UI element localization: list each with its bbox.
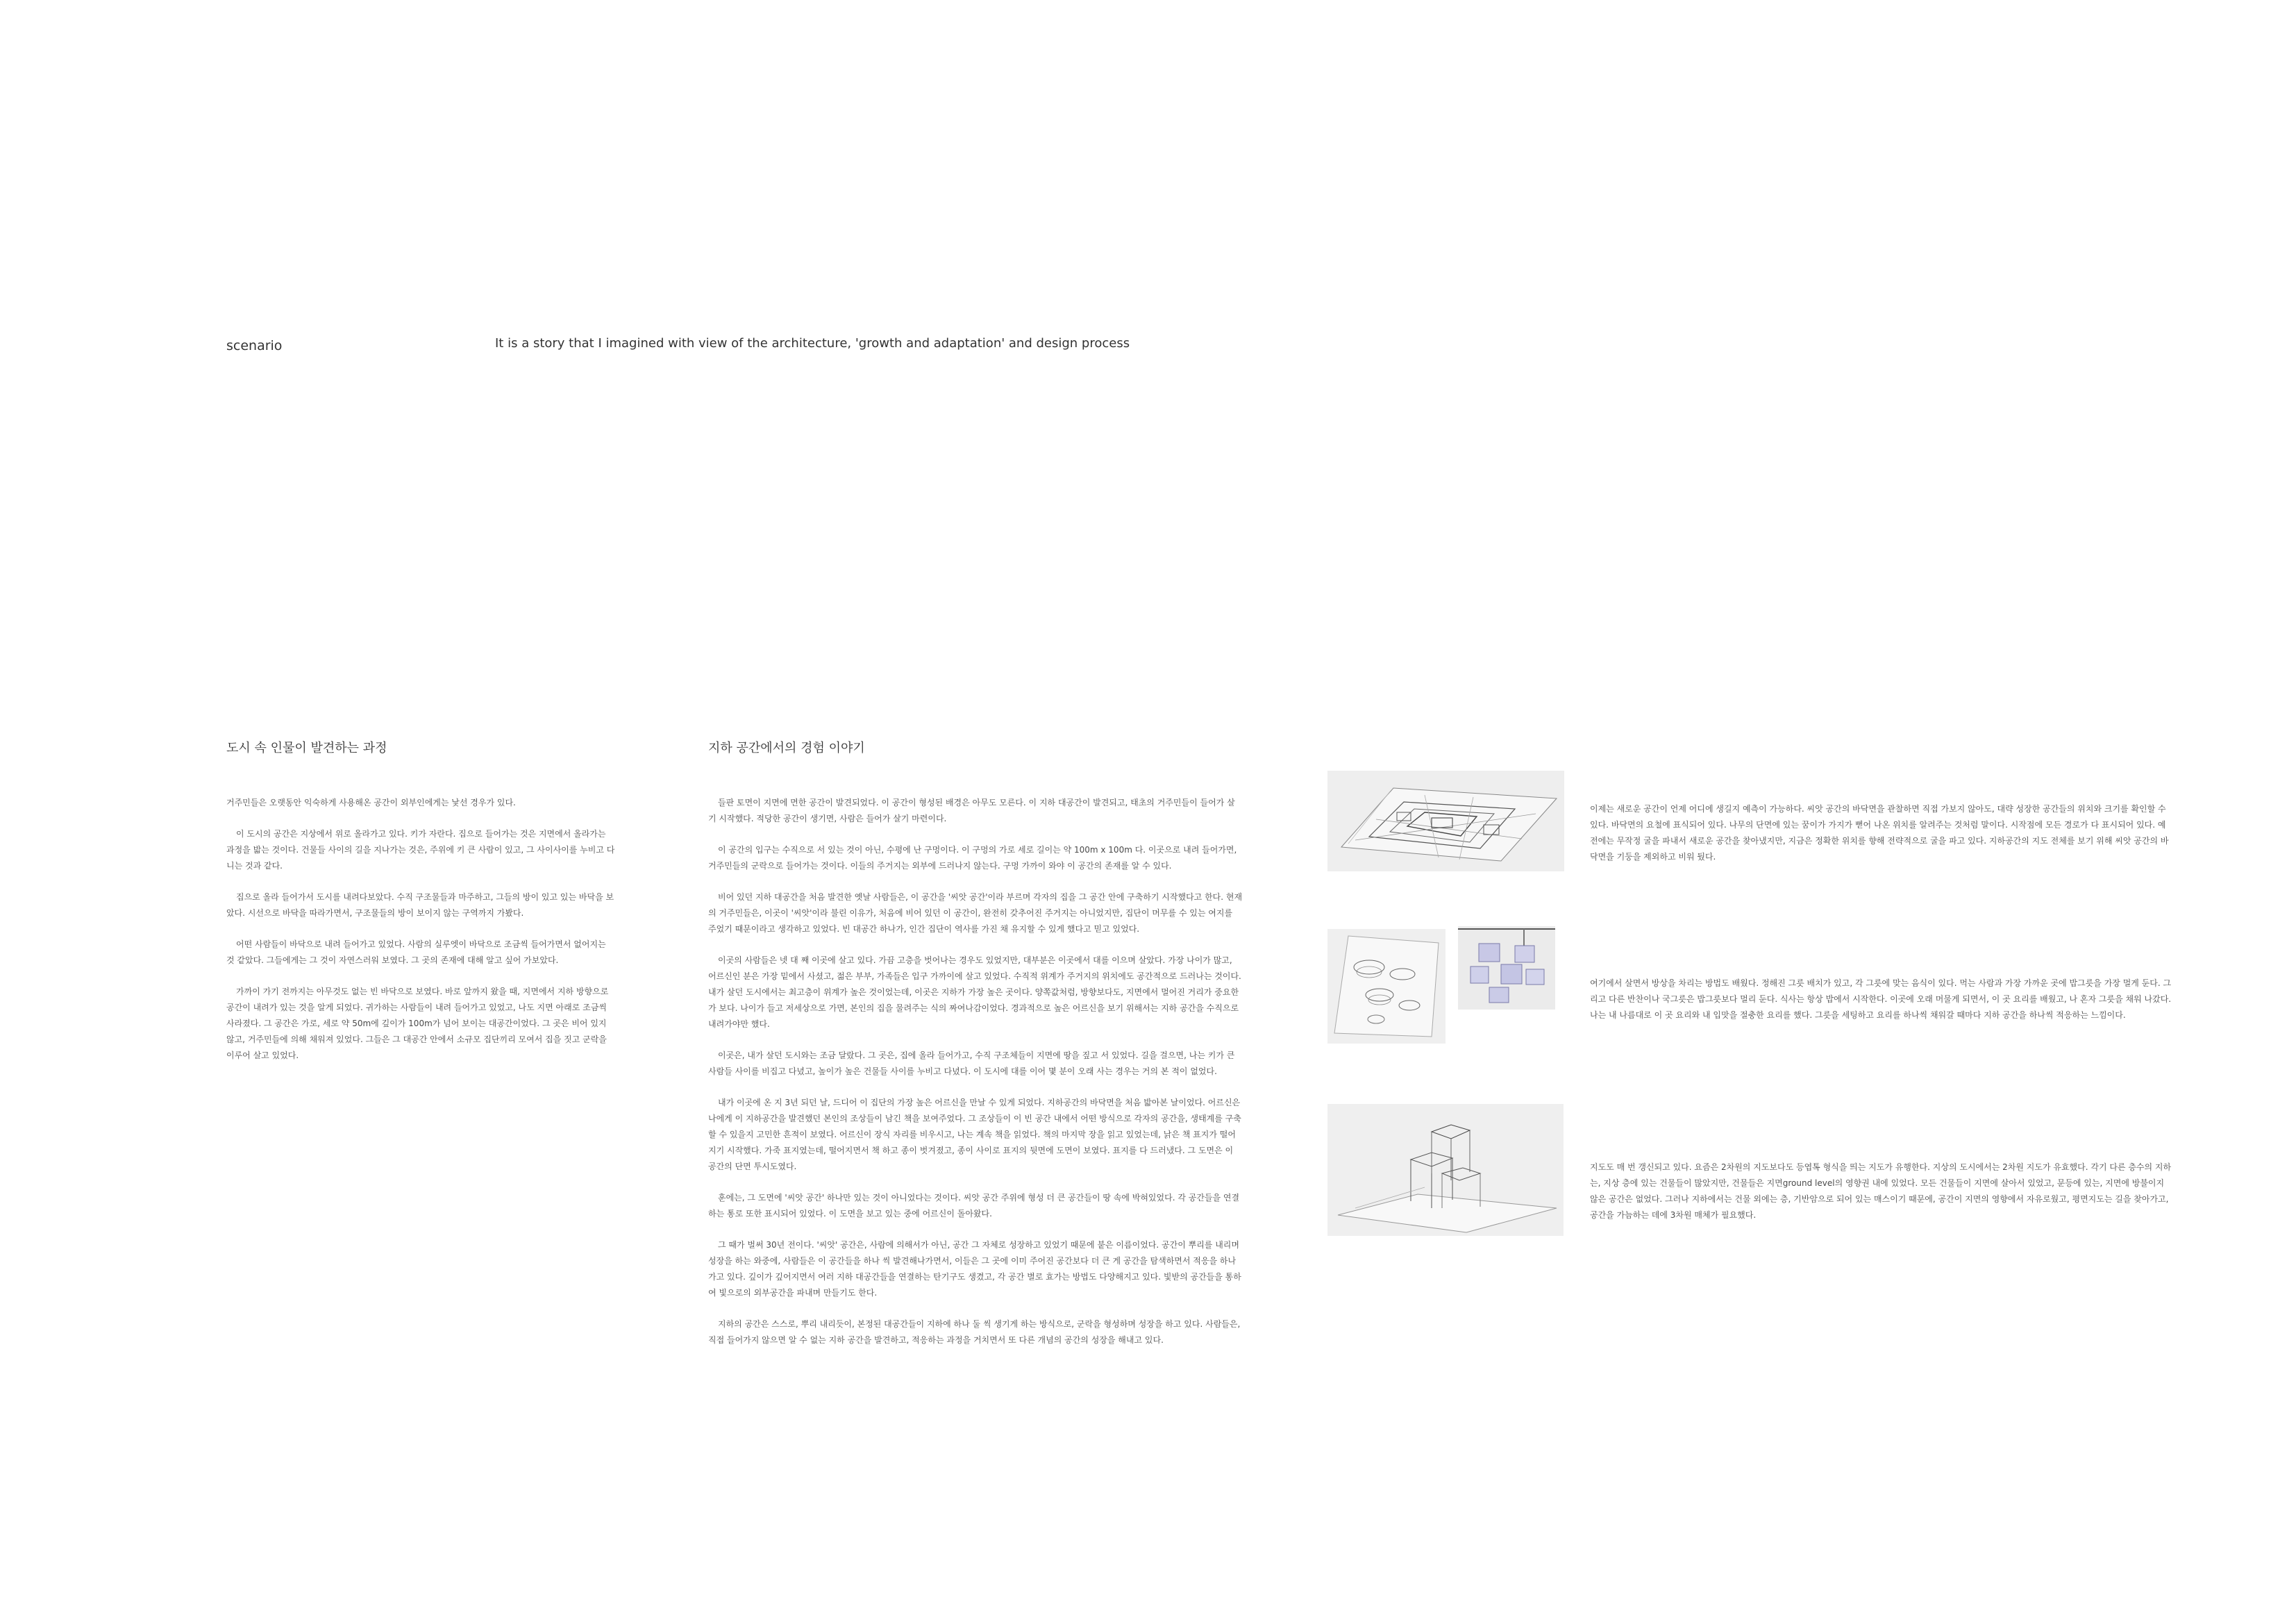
paragraph: 이 공간의 입구는 수직으로 서 있는 것이 아닌, 수평에 난 구멍이다. 이 구멍의 가로 세로 길이는 약 100m x 100m 다. 이곳으로 내려 들어가면, 거주민들의 군락으로 들어가는 것이다. 이들의 주거지는 외부에 드러나지 않는다. 구멍 가까이 와야 이 공간의 존재를 알 수 있다. [708, 845, 1237, 871]
paragraph: 들판 토면이 지면에 면한 공간이 발견되었다. 이 공간이 형성된 배경은 아무도 모른다. 이 지하 대공간이 발견되고, 태초의 거주민들이 들어가 살기 시작했다. 적당한 공간이 생기면, 사람은 들어가 살기 마련이다. [708, 798, 1235, 823]
paragraph: 이 도시의 공간은 지상에서 위로 올라가고 있다. 키가 자란다. 집으로 들어가는 것은 지면에서 올라가는 과정을 밟는 것이다. 건물들 사이의 길을 지나가는 것은, 주위에 키 큰 사람이 있고, 그 사이사이를 누비고 다니는 것과 같다. [226, 829, 615, 871]
paragraph: 훈에는, 그 도면에 '씨앗 공간' 하나만 있는 것이 아니었다는 것이다. 씨앗 공간 주위에 형성 더 큰 공간들이 땅 속에 박혀있었다. 각 공간들을 연결하는 통로 또한 표시되어 있었다. 이 도면을 보고 있는 중에 어르신이 돌아왔다. [708, 1193, 1240, 1219]
caption: 지도도 매 번 갱신되고 있다. 요즘은 2차원의 지도보다도 등엽톡 형식을 띄는 지도가 유행한다. 지상의 도시에서는 2차원 지도가 유효했다. 각기 다른 층수의 지하는, 지상 층에 있는 건물들이 많았지만, 건물들은 지면ground level의 영향권 내에 있었다. 모든 건물들이 지면에 살아서 있었고, 문등에 있는, 지면에 방불이지 않은 공간은 없었다. 그러나 지하에서는 건물 외에는 층, 기반암으로 되어 있는 매스이기 때문에, 공간이 지면의 영향에서 자유로웠고, 평면지도는 길을 찾아가고, 공간을 가늠하는 데에 3차원 매체가 필요했다. [1590, 1162, 2172, 1220]
paragraph: 지하의 공간은 스스로, 뿌리 내리듯이, 본정된 대공간들이 지하에 하나 둘 씩 생기게 하는 방식으로, 군락을 형성하며 성장을 하고 있다. 사람들은, 직접 들어가지 않으면 알 수 없는 지하 공간을 발견하고, 적응하는 과정을 거치면서 또 다른 개념의 공간의 성장을 해내고 있다. [708, 1319, 1241, 1345]
stacked-drawing-image [1327, 1104, 1564, 1236]
blocks-model-image [1458, 926, 1555, 1010]
paragraph: 가까이 가기 전까지는 아무것도 없는 빈 바닥으로 보였다. 바로 앞까지 왔을 때, 지면에서 지하 방향으로 공간이 내려가 있는 것을 알게 되었다. 귀가하는 사람들이 내려 들어가고 있었고, 나도 지면 아래로 조금씩 사라졌다. 그 공간은 가로, 세로 약 50m에 깊이가 100m가 넘어 보이는 대공간이었다. 그 곳은 비어 있지 않고, 거주민들에 의해 채워져 있었다. 그들은 그 대공간 안에서 소규모 집단끼리 모여서 집을 짓고 군락을 이루어 살고 있었다. [226, 987, 609, 1060]
paragraph: 내가 이곳에 온 지 3년 되던 날, 드디어 이 집단의 가장 높은 어르신을 만날 수 있게 되었다. 지하공간의 바닥면을 처음 밟아본 날이었다. 어르신은 나에게 이 지하공간을 발견했던 본인의 조상들이 남긴 책을 보여주었다. 그 조상들이 이 빈 공간 내에서 어떤 방식으로 각자의 공간을, 생태계를 구축할 수 있을지 고민한 흔적이 보였다. 어르신이 장식 자리를 비우시고, 나는 계속 책을 읽었다. 책의 마지막 장을 읽고 있었는데, 낡은 책 표지가 떨어지기 시작했다. 가죽 표지였는데, 떨어지면서 책 하고 종이 벗겨졌고, 종이 사이로 표지의 뒷면에 도면이 보였다. 표지를 다 드러냈다. 그 도면은 이 공간의 단면 투시도였다. [708, 1098, 1241, 1171]
paragraph: 이곳은, 내가 살던 도시와는 조금 달랐다. 그 곳은, 집에 올라 들어가고, 수직 구조체들이 지면에 땅을 짚고 서 있었다. 길을 걸으면, 나는 키가 큰 사람들 사이를 비집고 다녔고, 높이가 높은 건물들 사이를 누비고 다녔다. 이 도시에 대를 이어 몇 분이 오래 사는 경우는 거의 본 적이 없었다. [708, 1050, 1235, 1076]
caption: 이제는 새로운 공간이 언제 어디에 생길지 예측이 가능하다. 씨앗 공간의 바닥면을 관찰하면 직접 가보지 않아도, 대략 성장한 공간들의 위치와 크기를 확인할 수 있다. 바닥면의 요철에 표식되어 있다. 나무의 단면에 있는 꿈이가 가지가 뻗어 나온 위치를 알려주는 것처럼 말이다. 시작점에 모든 경로가 다 표시되어 있다. 예전에는 무작정 굴을 파내서 새로운 공간을 찾아냈지만, 지금은 정확한 위치를 향해 전략적으로 굴을 파고 있다. 지하공간의 지도 전체를 보기 위해 씨앗 공간의 바닥면을 기둥을 제외하고 비워 뒀다. [1590, 804, 2169, 862]
middle-column-body [708, 795, 1243, 1364]
bowls-drawing-image [1327, 929, 1446, 1044]
scenario-label: scenario [226, 338, 283, 353]
caption: 여기에서 살면서 방상을 차리는 방법도 배웠다. 정해진 그릇 배치가 있고, 각 그릇에 맞는 음식이 있다. 먹는 사람과 가장 가까운 곳에 밥그릇을 가장 멀게 둔다. 그리고 다른 반찬이나 국그릇은 밥그릇보다 멀리 둔다. 식사는 항상 밥에서 시작한다. 이곳에 오래 머물게 되면서, 이 곳 요리를 배웠고, 나 혼자 그릇을 채워 나갔다. 나는 내 나름대로 이 곳 요리와 내 입맛을 절충한 요리를 했다. 그릇을 세팅하고 요리를 하나씩 채워갈 때마다 지하 공간을 하나씩 적응하는 느낌이다. [1590, 978, 2172, 1020]
left-column-heading: 도시 속 인물이 발견하는 과정 [226, 741, 387, 755]
intro-text: It is a story that I imagined with view of the architecture, 'growth and adaptation' and design process [495, 336, 1130, 351]
plan-drawing-image [1327, 771, 1564, 871]
paragraph: 집으로 올라 들어가서 도시를 내려다보았다. 수직 구조물들과 마주하고, 그들의 방이 있고 있는 바닥을 보았다. 시선으로 바닥을 따라가면서, 구조물들의 방이 보이지 않는 구역까지 가봤다. [226, 892, 614, 918]
paragraph: 그 때가 벌써 30년 전이다. '씨앗' 공간은, 사람에 의해서가 아닌, 공간 그 자체로 성장하고 있었기 때문에 붙은 이름이었다. 공간이 뿌리를 내리며 성장을 하는 와중에, 사람들은 이 공간들을 하나 씩 발견해나가면서, 이들은 그 곳에 이미 주어진 공간보다 더 큰 게 공간을 탐색하면서 적응을 하나가고 있다. 깊이가 깊어지면서 여러 지하 대공간들을 연결하는 탄기구도 생겼고, 각 공간 별로 효가는 방법도 다양해지고 있다. 빛받의 공간들을 통하여 빛으로의 외부공간을 파내며 만들기도 한다. [708, 1240, 1241, 1298]
paragraph: 이곳의 사람들은 넷 대 째 이곳에 살고 있다. 가끔 고층을 벗어나는 경우도 있었지만, 대부분은 이곳에서 대를 이으며 살았다. 가장 나이가 많고, 어르신인 분은 가장 밑에서 사셨고, 젊은 부부, 가족들은 입구 가까이에 살고 있었다. 수직적 위계가 주거지의 위치에도 공간적으로 드러나는 것이다. 내가 살던 도시에서는 최고층이 위계가 높은 것이었는데, 이곳은 지하가 가장 높은 곳이다. 양쪽값처럼, 방향보다도, 지면에서 멀어진 거리가 중요한가 보다. 나이가 들고 저세상으로 가면, 본인의 집을 물려주는 식의 짜여나감이었다. 경과적으로 높은 어르신을 보기 위해서는 지하 공간을 수직으로 내려가야만 했다. [708, 955, 1241, 1029]
paragraph: 비어 있던 지하 대공간을 처음 발견한 옛날 사람들은, 이 공간을 '씨앗 공간'이라 부르며 각자의 집을 그 공간 안에 구축하기 시작했다고 한다. 현재의 거주민들은, 이곳이 '씨앗'이라 불린 이유가, 처음에 비어 있던 이 공간이, 완전히 갖추어진 주거지는 아니었지만, 집단이 머무를 수 있는 여지를 주었기 때문이라고 생각하고 있었다. 빈 대공간 하나가, 인간 집단이 역사를 가진 채 유지할 수 있게 했다고 믿고 있었다. [708, 892, 1243, 934]
paragraph: 거주민들은 오랫동안 익숙하게 사용해온 공간이 외부인에게는 낯선 경우가 있다. [226, 798, 516, 807]
paragraph: 어떤 사람들이 바닥으로 내려 들어가고 있었다. 사람의 실루엣이 바닥으로 조금씩 들어가면서 없어지는 것 같았다. 그들에게는 그 것이 자연스러워 보였다. 그 곳의 존재에 대해 알고 싶어 가보았다. [226, 939, 606, 965]
middle-column-heading: 지하 공간에서의 경험 이야기 [708, 741, 865, 755]
left-column-body [226, 795, 615, 1079]
